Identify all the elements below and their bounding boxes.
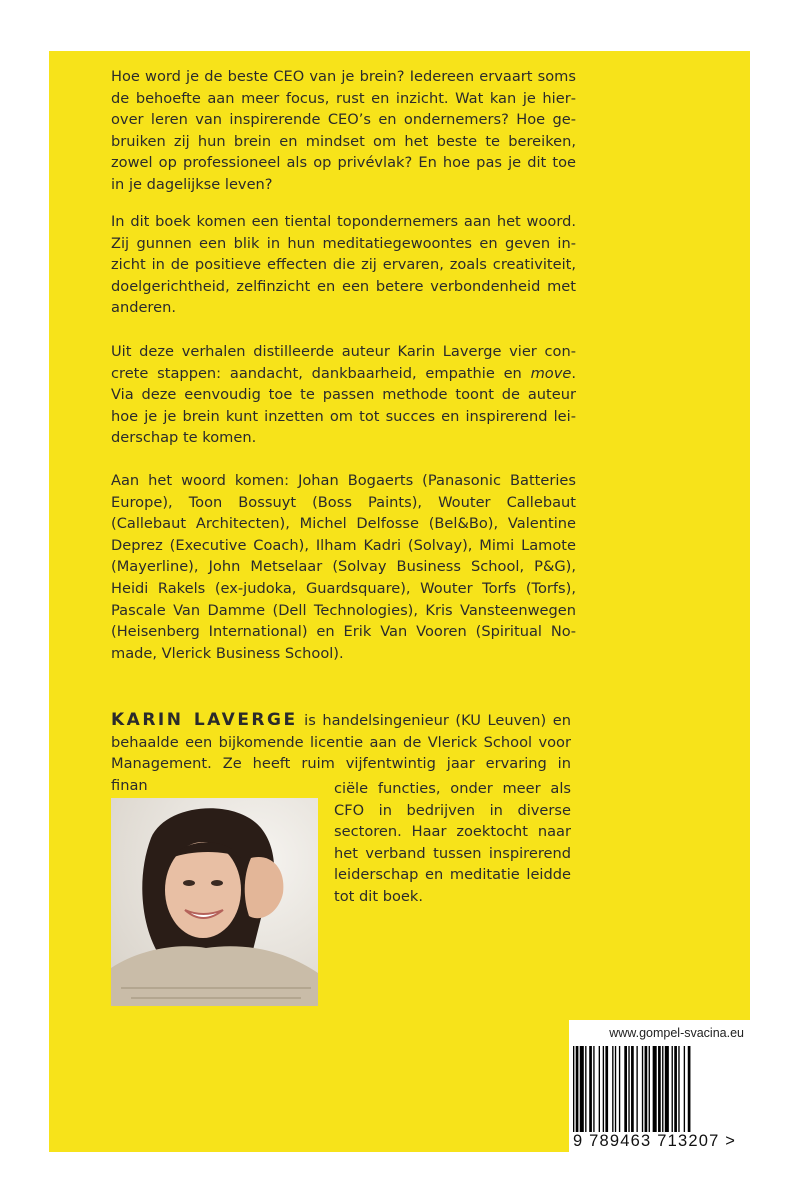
barcode-bar [653,1046,657,1132]
barcode-bar [624,1046,627,1132]
blurb-text-3a: Uit deze verhalen distilleerde auteur Karin Laverge vier concrete stappen: aandacht, dankbaarheid, empathie en [111,343,576,382]
barcode-bar [658,1046,661,1132]
isbn-arrow: > [725,1132,737,1150]
barcode-bar [603,1046,604,1132]
barcode-bar [580,1046,584,1132]
barcode-bar [605,1046,608,1132]
blurb-paragraph-4 [111,470,576,664]
barcode-area [569,1020,750,1152]
isbn-digits: 9 789463 713207 [573,1132,720,1150]
barcode-bar [612,1046,613,1132]
emphasis-move: move [530,364,572,382]
barcode-bar [573,1046,574,1132]
barcode-bar [585,1046,586,1132]
barcode-bar [593,1046,594,1132]
author-photo [111,798,318,1006]
author-name: KARIN LAVERGE [111,710,298,730]
blurb-text-2: In dit boek komen een tiental topondernemers aan het woord. Zij gunnen een blik in hun meditatiegewoontes en geven inzicht in de positieve effecten die zij ervaren, zoals creativiteit, doelgerichtheid, zelfinzicht en een betere verbondenheid met anderen. [111,213,576,317]
author-bio-top: is handelsingenieur (KU Leuven) en behaalde een bijkomende licentie aan de Vlerick School voor Management. Ze heeft ruim vijfentwintig jaar ervaring in finan [111,712,571,794]
blurb-paragraph-1 [111,66,576,196]
blurb-text-3 [111,341,576,449]
blurb-text-4: Aan het woord komen: Johan Bogaerts (Panasonic Batteries Europe), Toon Bossuyt (Boss Paints), Wouter Callebaut (Callebaut Architecten), Michel Delfosse (Bel&Bo), Valentine Deprez (Executive Coach), Ilham Kadri (Solvay), Mimi Lamote (Mayerline), John Metselaar (Solvay Business School, P&G), Heidi Rakels (ex-judoka, Guardsquare), Wouter Torfs (Torfs), Pascale Van Damme (Dell Technologies), Kris Vansteenwegen (Heisenberg International) en Erik Van Vooren (Spiritual Nomade, Vlerick Business School). [111,472,576,662]
barcode-bar [665,1046,669,1132]
author-bio-side-text: ciële functies, onder meer als CFO in bedrijven in diverse sectoren. Haar zoektocht naar het verband tussen inspirerend leiderschap en meditatie leidde tot dit boek. [334,780,571,905]
barcode-bar [636,1046,637,1132]
barcode-bar [631,1046,634,1132]
blurb-paragraph-2 [111,211,576,319]
barcode-bar [628,1046,629,1132]
blurb-text-3b: . Via deze eenvoudig toe te passen methode toont de auteur hoe je je brein kunt inzetten om tot succes en inspirerend leiderschap te komen. [111,364,576,447]
publisher-url: www.gompel-svacina.eu [609,1026,744,1040]
barcode-bar [678,1046,679,1132]
barcode-bar [599,1046,600,1132]
author-bio-side [334,778,571,908]
barcode-bar [649,1046,650,1132]
barcode-bar [642,1046,643,1132]
barcode-bar [589,1046,592,1132]
isbn-number [573,1132,751,1151]
barcode-bar [672,1046,673,1132]
blurb-paragraph-3 [111,341,576,449]
barcode-bar [674,1046,677,1132]
barcode-bar [645,1046,648,1132]
barcode-bar [684,1046,685,1132]
barcode-bar [619,1046,620,1132]
author-portrait-image [111,798,318,1006]
barcode-bar [662,1046,663,1132]
barcode-bar [615,1046,616,1132]
barcode-bar [688,1046,691,1132]
barcode-bars [571,1046,747,1132]
blurb-text-1: Hoe word je de beste CEO van je brein? Iedereen ervaart soms de behoefte aan meer focus, rust en inzicht. Wat kan je hierover leren van inspirerende CEO’s en ondernemers? Hoe gebruiken zij hun brein en mindset om het beste te bereiken, zowel op professioneel als op privévlak? En hoe pas je dit toe in je dagelijkse leven? [111,68,576,193]
barcode-bar [576,1046,579,1132]
